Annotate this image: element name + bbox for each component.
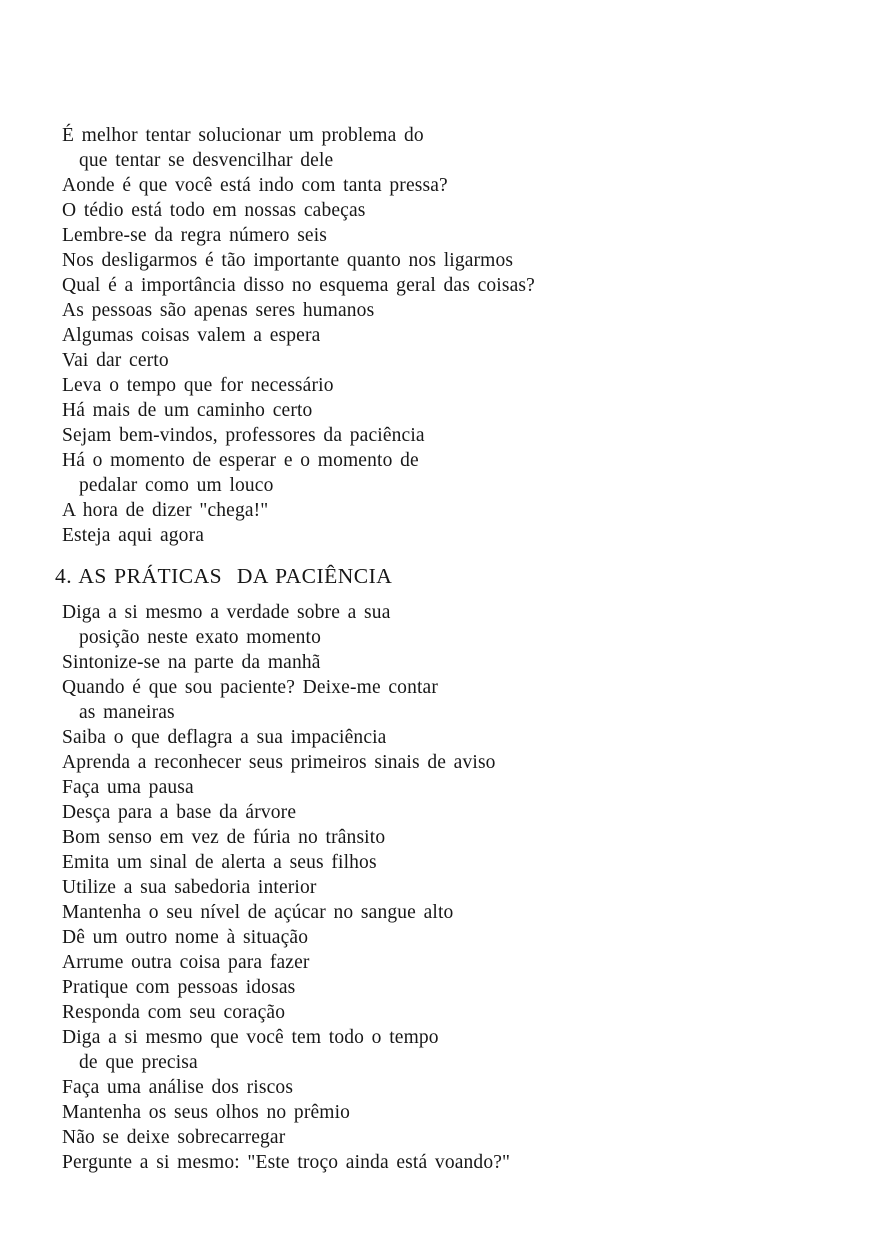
section-lines-line: Saiba o que deflagra a sua impaciência	[62, 727, 387, 748]
intro-lines-line: O tédio está todo em nossas cabeças	[62, 200, 366, 221]
top-margin-spacer	[0, 0, 875, 123]
section-lines-line: Mantenha os seus olhos no prêmio	[62, 1102, 351, 1123]
section-lines-line: Utilize a sua sabedoria interior	[62, 877, 317, 898]
intro-lines-line: As pessoas são apenas seres humanos	[62, 300, 375, 321]
intro-lines-continuation-line: pedalar como um louco	[79, 475, 274, 496]
section-lines-continuation-line: de que precisa	[79, 1052, 198, 1073]
intro-lines-continuation-line: que tentar se desvencilhar dele	[79, 150, 334, 171]
intro-lines-line: Nos desligarmos é tão importante quanto nos ligarmos	[62, 250, 514, 271]
intro-lines-line: Sejam bem-vindos, professores da paciência	[62, 425, 425, 446]
section-lines-continuation-line: as maneiras	[79, 702, 175, 723]
intro-lines-line: Leva o tempo que for necessário	[62, 375, 334, 396]
intro-lines-line: Qual é a importância disso no esquema geral das coisas?	[62, 275, 535, 296]
intro-lines-line: Há mais de um caminho certo	[62, 400, 313, 421]
section-lines-line: Diga a si mesmo que você tem todo o tempo	[62, 1027, 439, 1048]
intro-lines-line: Aonde é que você está indo com tanta pressa?	[62, 175, 448, 196]
heading-top-spacer	[0, 548, 875, 564]
section-lines-line: Desça para a base da árvore	[62, 802, 297, 823]
section-lines-line: Faça uma análise dos riscos	[62, 1077, 294, 1098]
section-lines-line: Faça uma pausa	[62, 777, 194, 798]
section-lines-line: Responda com seu coração	[62, 1002, 286, 1023]
section-lines-line: Pergunte a si mesmo: "Este troço ainda está voando?"	[62, 1152, 511, 1173]
section-lines-line: Dê um outro nome à situação	[62, 927, 309, 948]
intro-lines-line: Vai dar certo	[62, 350, 169, 371]
section-lines-line: Emita um sinal de alerta a seus filhos	[62, 852, 377, 873]
section-lines-line: Diga a si mesmo a verdade sobre a sua	[62, 602, 391, 623]
heading-bottom-spacer	[0, 589, 875, 600]
intro-lines-line: Algumas coisas valem a espera	[62, 325, 321, 346]
intro-lines-line: Há o momento de esperar e o momento de	[62, 450, 419, 471]
section-heading: 4. AS PRÁTICAS DA PACIÊNCIA	[55, 564, 393, 588]
section-lines-line: Arrume outra coisa para fazer	[62, 952, 310, 973]
intro-lines-line: Lembre-se da regra número seis	[62, 225, 328, 246]
section-lines-line: Pratique com pessoas idosas	[62, 977, 296, 998]
section-lines-line: Aprenda a reconhecer seus primeiros sinais de aviso	[62, 752, 496, 773]
intro-list	[0, 123, 875, 548]
intro-lines-line: A hora de dizer "chega!"	[62, 500, 269, 521]
section-lines-line: Mantenha o seu nível de açúcar no sangue alto	[62, 902, 454, 923]
intro-lines-line: Esteja aqui agora	[62, 525, 205, 546]
section-lines-line: Quando é que sou paciente? Deixe-me contar	[62, 677, 438, 698]
section-list	[0, 600, 875, 1175]
section-lines-line: Sintonize-se na parte da manhã	[62, 652, 321, 673]
section-lines-continuation-line: posição neste exato momento	[79, 627, 321, 648]
intro-lines-line: É melhor tentar solucionar um problema do	[62, 125, 424, 146]
section-lines-line: Não se deixe sobrecarregar	[62, 1127, 286, 1148]
section-lines-line: Bom senso em vez de fúria no trânsito	[62, 827, 386, 848]
